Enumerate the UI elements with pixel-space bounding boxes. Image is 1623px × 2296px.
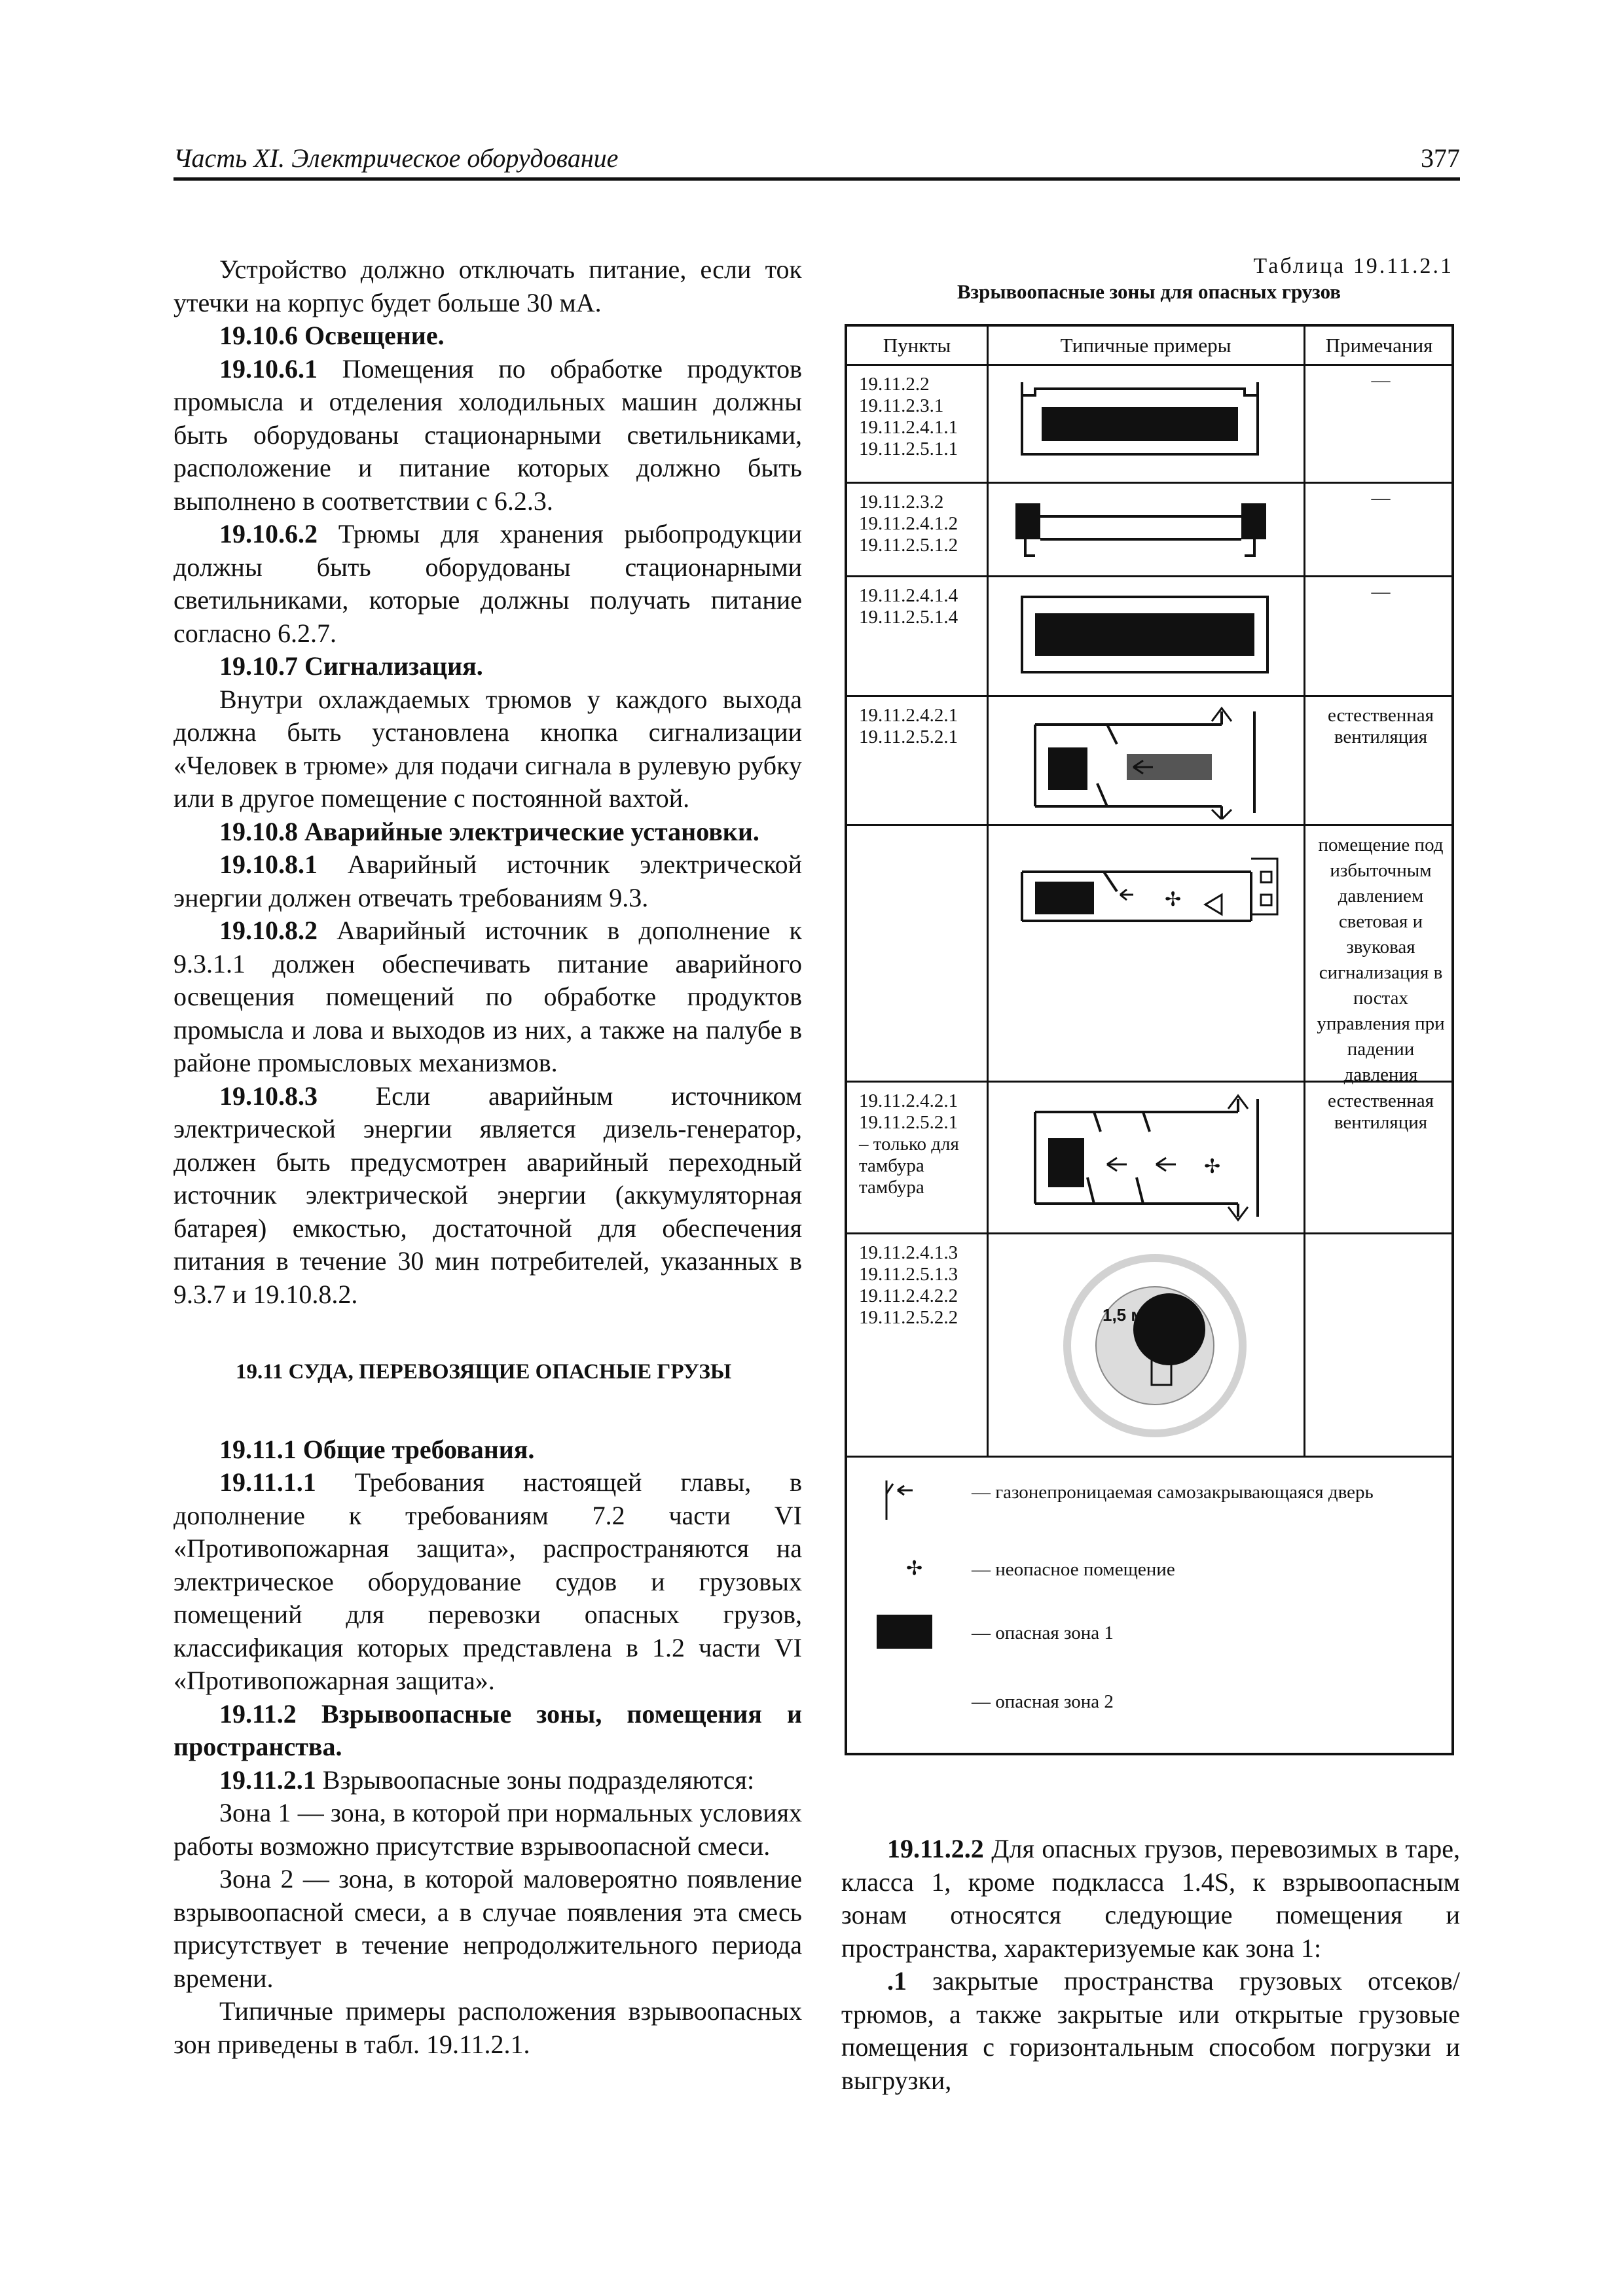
right-column xyxy=(841,1833,1460,2097)
table-row xyxy=(847,695,1451,824)
row-note: естественная вентиляция xyxy=(1328,705,1434,747)
subsection-heading: 19.10.6 Освещение. xyxy=(219,321,445,350)
row-points: 19.11.2.4.1.4 19.11.2.5.1.4 xyxy=(859,585,958,628)
header-points: Пункты xyxy=(883,334,951,357)
paragraph: .1 закрытые пространства грузовых отсеков/трюмов, а также закрытые или открытые грузовые помещения с горизонтальным способом погрузки и выгрузки, xyxy=(841,1966,1460,2095)
hazard-zone-table xyxy=(845,324,1454,1755)
table-row xyxy=(847,482,1451,575)
paragraph: 19.10.8.1 Аварийный источник электрической энергии должен отвечать требованиям 9.3. xyxy=(173,850,802,912)
paragraph: 19.10.8.2 Аварийный источник в дополнение к 9.3.1.1 должен обеспечивать питание аварийного освещения помещений по обработке продуктов промысла и лова и выходов из них, а также на палубе в районе промысловых механизмов. xyxy=(173,916,802,1077)
zone2-icon xyxy=(877,1683,932,1717)
paragraph: 19.10.8.3 Если аварийным источником электрической энергии является дизель-генератор, должен быть предусмотрен аварийный переходный источник электрической энергии (аккумуляторная батарея) емкостью, достаточной для обеспечения питания в течение 30 мин потребителей, указанных в 9.3.7 и 19.10.8.2. xyxy=(173,1081,802,1309)
zone1-icon xyxy=(877,1615,932,1649)
distance-label: 1,5 м xyxy=(1103,1305,1144,1325)
row-points: 19.11.2.4.2.1 19.11.2.5.2.1 xyxy=(859,705,958,747)
header-examples: Типичные примеры xyxy=(1060,334,1231,357)
example-diagram-airlock xyxy=(996,1092,1304,1223)
subsection-heading: 19.10.8 Аварийные электрические установки. xyxy=(219,816,759,846)
row-note: помещение под избыточным давлением световая и звуковая сигнализация в постах управления при падении давления xyxy=(1317,834,1445,1085)
table-row xyxy=(847,364,1451,482)
legend-label: — опасная зона 2 xyxy=(972,1691,1114,1712)
subsection-heading: 19.11.1 Общие требования. xyxy=(219,1434,535,1464)
svg-text:✢: ✢ xyxy=(1204,1155,1221,1178)
row-points: 19.11.2.4.2.1 19.11.2.5.2.1 – только для тамбура тамбура xyxy=(859,1090,959,1198)
example-diagram-ventilated xyxy=(996,705,1304,819)
svg-text:✢: ✢ xyxy=(1165,888,1182,911)
paragraph: 19.11.2.1 Взрывоопасные зоны подразделяются: xyxy=(219,1765,755,1795)
table-caption: Таблица 19.11.2.1 xyxy=(1253,254,1453,278)
paragraph: 19.10.6.1 Помещения по обработке продуктов промысла и отделения холодильных машин должны быть оборудованы стационарными светильниками, расположение и питание которых должно быть выполнено в соответствии с 6.2.3. xyxy=(173,353,802,516)
section-heading: 19.11 СУДА, ПЕРЕВОЗЯЩИЕ ОПАСНЫЕ ГРУЗЫ xyxy=(236,1360,732,1384)
door-icon xyxy=(877,1474,922,1526)
table-title: Взрывоопасные зоны для опасных грузов xyxy=(957,280,1341,303)
left-column xyxy=(173,253,802,2061)
row-points: 19.11.2.3.2 19.11.2.4.1.2 19.11.2.5.1.2 xyxy=(859,492,958,556)
paragraph: Зона 1 — зона, в которой при нормальных условиях работы возможно присутствие взрывоопасной смеси. xyxy=(173,1798,802,1861)
page-number: 377 xyxy=(1421,143,1460,173)
table-row xyxy=(847,1232,1451,1456)
legend-label: — газонепроницаемая самозакрывающаяся дверь xyxy=(972,1482,1374,1503)
legend-label: — неопасное помещение xyxy=(972,1559,1175,1580)
example-diagram-hold xyxy=(996,376,1304,461)
paragraph: Зона 2 — зона, в которой маловероятно появление взрывоопасной смеси, а в случае появления эта смесь присутствует в течение непродолжительного периода времени. xyxy=(173,1864,802,1993)
example-diagram-open-hold xyxy=(996,493,1304,565)
plus-icon: ✢ xyxy=(906,1557,923,1580)
table-legend xyxy=(847,1456,1451,1753)
paragraph: Типичные примеры расположения взрывоопасных зон приведены в табл. 19.11.2.1. xyxy=(173,1996,802,2059)
row-note: — xyxy=(1371,581,1391,602)
subsection-heading: 19.10.7 Сигнализация. xyxy=(219,651,483,681)
paragraph: Устройство должно отключать питание, если ток утечки на корпус будет больше 30 мА. xyxy=(173,255,802,317)
legend-label: — опасная зона 1 xyxy=(972,1623,1114,1643)
example-diagram-circle xyxy=(996,1241,1304,1450)
paragraph: 19.11.2.2 Для опасных грузов, перевозимых в таре, класса 1, кроме подкласса 1.4S, к взрывоопасным зонам относятся следующие помещения и пространства, характеризуемые как зона 1: xyxy=(841,1834,1460,1963)
row-note: естественная вентиляция xyxy=(1328,1090,1434,1133)
row-points: 19.11.2.4.1.3 19.11.2.5.1.3 19.11.2.4.2.2 19.11.2.5.2.2 xyxy=(859,1242,958,1328)
row-note: — xyxy=(1371,370,1391,391)
row-points: 19.11.2.2 19.11.2.3.1 19.11.2.4.1.1 19.11.2.5.1.1 xyxy=(859,374,958,459)
header-notes: Примечания xyxy=(1325,334,1433,357)
example-diagram-enclosed xyxy=(996,587,1304,685)
table-row xyxy=(847,824,1451,1085)
running-header-title: Часть XI. Электрическое оборудование xyxy=(173,143,619,173)
paragraph: Внутри охлаждаемых трюмов у каждого выхода должна быть установлена кнопка сигнализации «Человек в трюме» для подачи сигнала в рулевую рубку или в другое помещение с постоянной вахтой. xyxy=(173,684,802,813)
example-diagram-pressurized xyxy=(996,842,1304,934)
subsection-heading: 19.11.2 Взрывоопасные зоны, помещения и пространства. xyxy=(173,1698,802,1761)
paragraph: 19.10.6.2 Трюмы для хранения рыбопродукции должны быть оборудованы стационарными светильниками, которые должны получать питание согласно 6.2.7. xyxy=(173,519,802,648)
paragraph: 19.11.1.1 Требования настоящей главы, в дополнение к требованиям 7.2 части VI «Противопожарная защита», распространяются на электрическое оборудование судов и грузовых помещений для перевозки опасных грузов, классификация которых представлена в 1.2 части VI «Противопожарная защита». xyxy=(173,1467,802,1695)
table-row xyxy=(847,1081,1451,1232)
header-rule xyxy=(173,177,1460,181)
table-row xyxy=(847,575,1451,695)
row-note: — xyxy=(1371,488,1391,509)
